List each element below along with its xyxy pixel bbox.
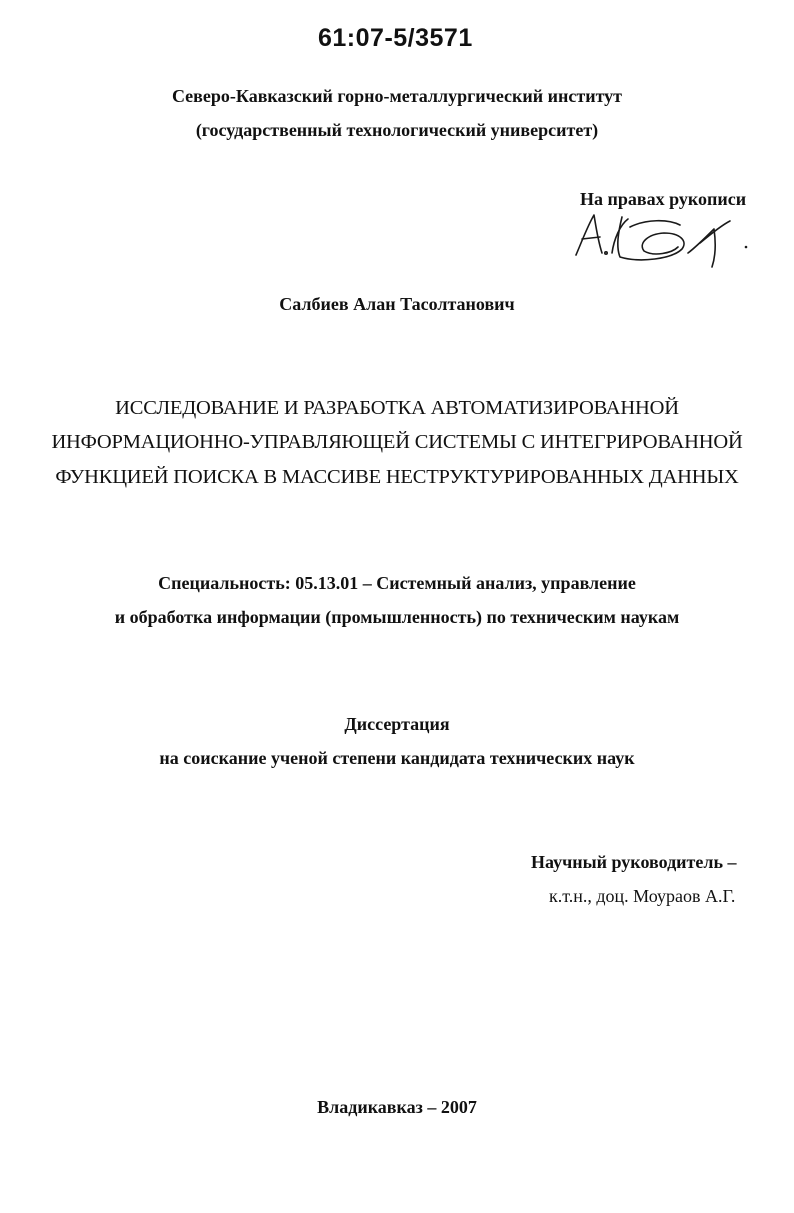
city-year: Владикавказ – 2007 xyxy=(317,1097,477,1117)
institution-name: Северо-Кавказский горно-металлургический институт xyxy=(171,86,623,106)
institution-subtitle: (государственный технологический университет) xyxy=(195,120,599,140)
advisor-name: к.т.н., доц. Моураов А.Г. xyxy=(549,886,736,906)
rights-note: На правах рукописи xyxy=(580,189,747,209)
thesis-title-line: ИССЛЕДОВАНИЕ И РАЗРАБОТКА АВТОМАТИЗИРОВАННОЙ xyxy=(115,397,679,419)
author-name: Салбиев Алан Тасолтанович xyxy=(279,294,515,314)
degree-line: на соискание ученой степени кандидата технических наук xyxy=(159,748,635,768)
dissertation-label: Диссертация xyxy=(344,714,450,734)
advisor-label: Научный руководитель – xyxy=(531,852,737,872)
author-signature xyxy=(568,203,768,275)
specialty-line: Специальность: 05.13.01 – Системный анализ, управление xyxy=(158,573,636,593)
specialty-line: и обработка информации (промышленность) по техническим наукам xyxy=(114,607,680,627)
thesis-title-line: ИНФОРМАЦИОННО-УПРАВЛЯЮЩЕЙ СИСТЕМЫ С ИНТЕГРИРОВАННОЙ xyxy=(51,431,743,453)
thesis-title-line: ФУНКЦИЕЙ ПОИСКА В МАССИВЕ НЕСТРУКТУРИРОВАННЫХ ДАННЫХ xyxy=(55,466,739,488)
catalog-number: 61:07-5/3571 xyxy=(318,24,473,52)
